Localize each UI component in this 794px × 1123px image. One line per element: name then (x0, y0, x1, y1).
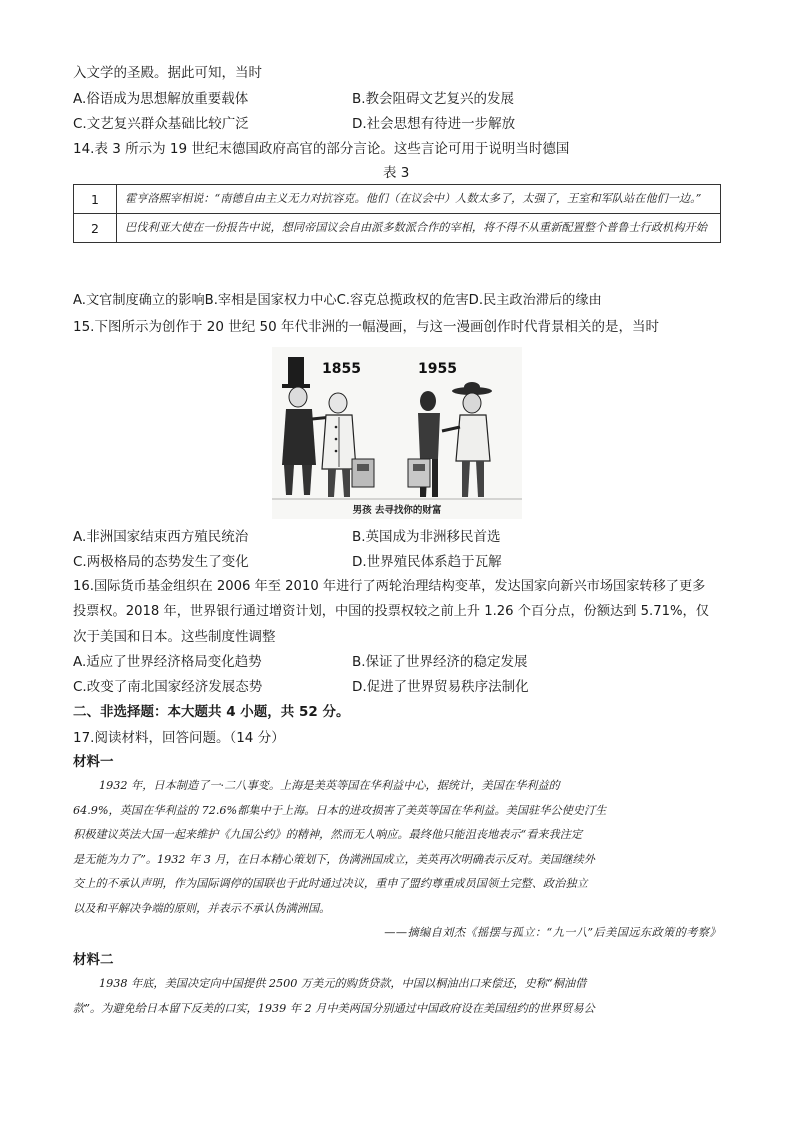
material-2-line: 款”。为避免给日本留下反美的口实，1939 年 2 月中美两国分别通过中国政府设在美国纽约的世界贸易公 (73, 1001, 595, 1015)
q16-stem-line-1: 16.国际货币基金组织在 2006 年至 2010 年进行了两轮治理结构变革，发达国家向新兴市场国家转移了更多 (73, 579, 706, 594)
q16-option-c: C.改变了南北国家经济发展态势 (73, 679, 263, 695)
material-2-title: 材料二 (73, 952, 114, 968)
cartoon-year-right: 1955 (418, 361, 457, 377)
table-cell-num: 1 (74, 185, 117, 214)
material-1-line: 以及和平解决争端的原则，并表示不承认伪满洲国。 (73, 901, 331, 915)
q17-stem: 17.阅读材料，回答问题。（14 分） (73, 730, 285, 746)
material-1-line: 64.9%，英国在华利益的 72.6%都集中于上海。日本的进攻损害了美英等国在华利益。美国驻华公使史汀生 (73, 803, 607, 817)
q15-option-d: D.世界殖民体系趋于瓦解 (352, 554, 502, 570)
cartoon-caption: 男孩 去寻找你的财富 (352, 505, 442, 516)
material-1-line: 是无能为力了”。1932 年 3 月，在日本精心策划下，伪满洲国成立，美英再次明确表示反对。美国继续外 (73, 852, 595, 866)
q14-table (73, 184, 721, 243)
material-1-line: 交上的不承认声明，作为国际调停的国联也于此时通过决议，重申了盟约尊重成员国领土完整、政治独立 (73, 877, 588, 891)
q13-option-b: B.教会阻碍文艺复兴的发展 (352, 91, 515, 107)
q15-option-a: A.非洲国家结束西方殖民统治 (73, 529, 249, 545)
q15-option-b: B.英国成为非洲移民首选 (352, 529, 501, 545)
q14-options: A.文官制度确立的影响B.宰相是国家权力中心C.容克总揽政权的危害D.民主政治滞后的缘由 (73, 293, 602, 308)
q14-table-title: 表 3 (383, 165, 410, 181)
material-1-line: 1932 年，日本制造了一·二八事变。上海是美英等国在华利益中心，据统计，美国在华利益的 (99, 779, 560, 792)
table-cell-text: 霍亨洛熙宰相说：“南德自由主义无力对抗容克。他们（在议会中）人数太多了，太强了，王室和军队站在他们一边。” (117, 185, 721, 214)
q16-stem-line-3: 次于美国和日本。这些制度性调整 (73, 629, 276, 645)
q16-option-a: A.适应了世界经济格局变化趋势 (73, 654, 262, 670)
q15-stem: 15.下图所示为创作于 20 世纪 50 年代非洲的一幅漫画，与这一漫画创作时代背景相关的是，当时 (73, 319, 659, 335)
q16-option-d: D.促进了世界贸易秩序法制化 (352, 679, 529, 695)
material-1-source: ——摘编自刘杰《摇摆与孤立：“九一八”后美国远东政策的考察》 (384, 926, 721, 939)
q16-stem-line-2: 投票权。2018 年，世界银行通过增资计划，中国的投票权较之前上升 1.26 个百分点，份额达到 5.71%，仅 (73, 604, 709, 619)
material-2-body (73, 972, 721, 1021)
cartoon-illustration (272, 347, 522, 519)
q13-option-d: D.社会思想有待进一步解放 (352, 116, 516, 132)
q13-option-a: A.俗语成为思想解放重要载体 (73, 91, 249, 107)
q14-stem: 14.表 3 所示为 19 世纪末德国政府高官的部分言论。这些言论可用于说明当时德国 (73, 141, 570, 157)
table-row (74, 214, 721, 243)
q16-option-b: B.保证了世界经济的稳定发展 (352, 654, 528, 670)
section-heading: 二、非选择题：本大题共 4 小题，共 52 分。 (73, 704, 350, 720)
table-row (74, 185, 721, 214)
table-cell-num: 2 (74, 214, 117, 243)
table-cell-text: 巴伐利亚大使在一份报告中说，想同帝国议会自由派多数派合作的宰相，将不得不从重新配置整个普鲁士行政机构开始 (117, 214, 721, 243)
cartoon-year-left: 1855 (322, 361, 361, 377)
material-1-title: 材料一 (73, 754, 114, 770)
material-1-body (73, 774, 721, 922)
q15-option-c: C.两极格局的态势发生了变化 (73, 554, 249, 570)
material-2-line: 1938 年底，美国决定向中国提供 2500 万美元的购货贷款，中国以桐油出口来偿还，史称“桐油借 (99, 977, 587, 990)
q13-option-c: C.文艺复兴群众基础比较广泛 (73, 116, 249, 132)
q13-stem-tail: 入文学的圣殿。据此可知，当时 (73, 65, 262, 81)
cartoon-image (272, 347, 522, 519)
material-1-line: 积极建议英法大国一起来维护《九国公约》的精神，然而无人响应。最终他只能沮丧地表示“看来我注定 (73, 828, 583, 842)
